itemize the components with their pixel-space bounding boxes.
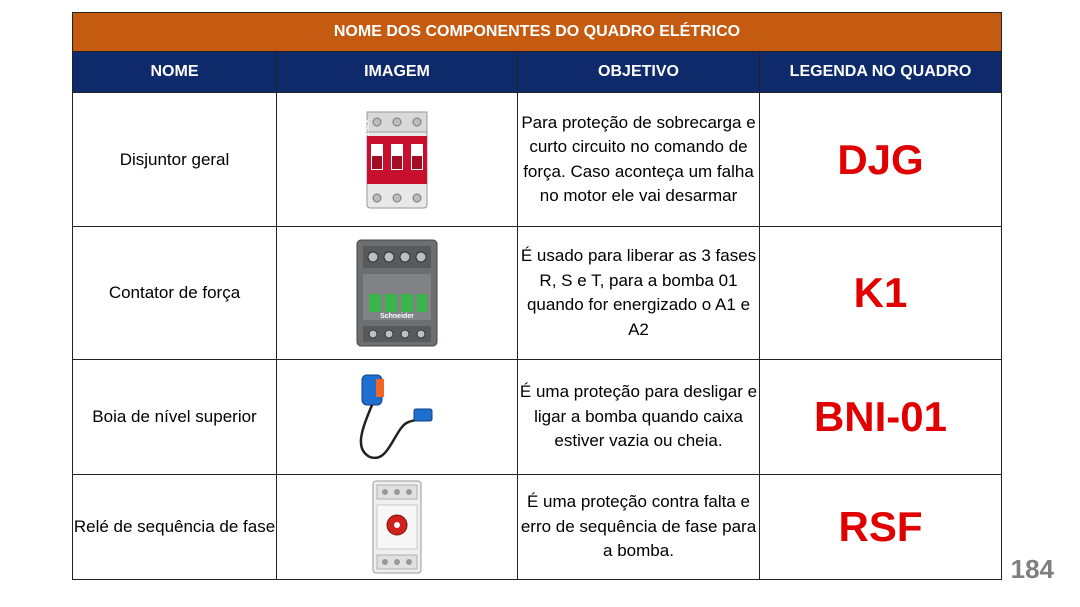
component-image	[277, 475, 518, 580]
component-legend: K1	[760, 227, 1002, 360]
column-header-legenda: LEGENDA NO QUADRO	[760, 52, 1002, 93]
table-row	[73, 360, 1002, 475]
float-switch-icon	[352, 369, 442, 465]
phase-relay-icon	[369, 479, 425, 575]
table-row	[73, 227, 1002, 360]
table-row	[73, 475, 1002, 580]
contactor-icon	[355, 236, 439, 350]
component-objective: É usado para liberar as 3 fases R, S e T, para a bomba 01 quando for energizado o A1 e A2	[518, 227, 760, 360]
component-image	[277, 93, 518, 227]
component-image	[277, 227, 518, 360]
component-legend: DJG	[760, 93, 1002, 227]
breaker-brand-label: STECK	[365, 118, 371, 136]
component-name: Boia de nível superior	[73, 360, 277, 475]
table-row	[73, 93, 1002, 227]
table-title: NOME DOS COMPONENTES DO QUADRO ELÉTRICO	[73, 13, 1002, 52]
column-header-nome: NOME	[73, 52, 277, 93]
contactor-brand-label: Schneider	[380, 313, 414, 320]
circuit-breaker-icon	[365, 110, 429, 210]
component-name: Contator de força	[73, 227, 277, 360]
components-table	[72, 12, 1002, 580]
component-name: Relé de sequência de fase	[73, 475, 277, 580]
component-objective: É uma proteção contra falta e erro de sequência de fase para a bomba.	[518, 475, 760, 580]
component-image	[277, 360, 518, 475]
column-header-objetivo: OBJETIVO	[518, 52, 760, 93]
component-objective: Para proteção de sobrecarga e curto circuito no comando de força. Caso aconteça um falha no motor ele vai desarmar	[518, 93, 760, 227]
component-legend: BNI-01	[760, 360, 1002, 475]
component-legend: RSF	[760, 475, 1002, 580]
component-name: Disjuntor geral	[73, 93, 277, 227]
component-objective: É uma proteção para desligar e ligar a bomba quando caixa estiver vazia ou cheia.	[518, 360, 760, 475]
column-header-imagem: IMAGEM	[277, 52, 518, 93]
page-number: 184	[1010, 554, 1054, 584]
